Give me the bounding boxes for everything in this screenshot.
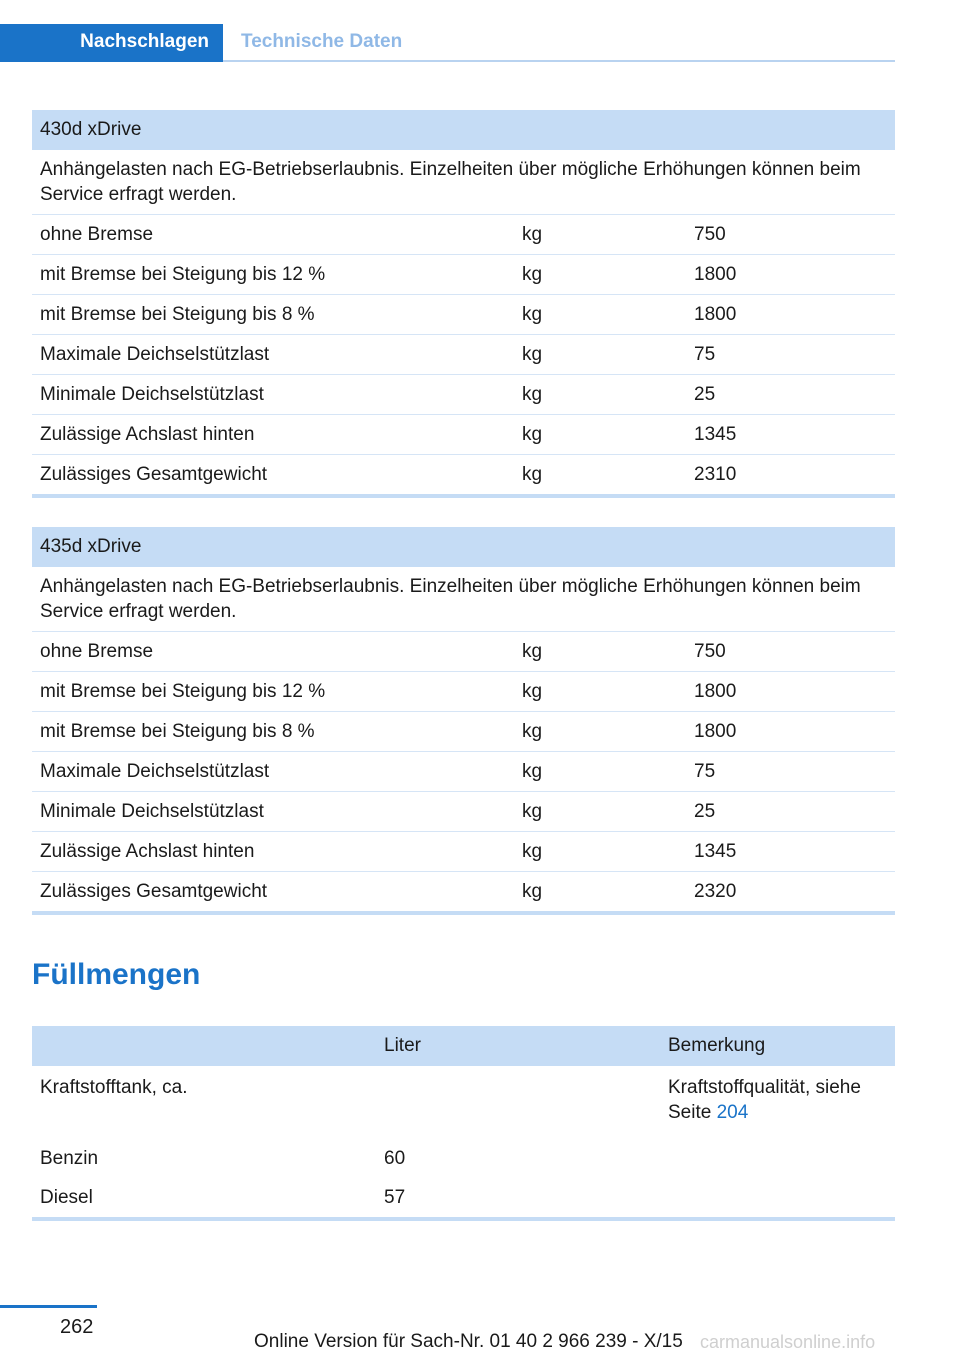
row-unit: kg <box>514 375 686 415</box>
row-label: ohne Bremse <box>32 215 514 255</box>
table-row <box>32 792 895 832</box>
row-remark: Kraftstoffqualität, siehe Seite 204 <box>668 1077 861 1123</box>
row-unit: kg <box>514 752 686 792</box>
row-value: 1345 <box>686 832 895 872</box>
table-row <box>32 752 895 792</box>
row-unit: kg <box>514 215 686 255</box>
table-description: Anhängelasten nach EG-Betriebserlaubnis. Einzelheiten über mögliche Erhöhungen können beim Service erfragt werden. <box>32 150 895 215</box>
row-unit: kg <box>514 832 686 872</box>
row-value: 25 <box>686 792 895 832</box>
row-value: 1800 <box>686 712 895 752</box>
row-value: 1800 <box>686 672 895 712</box>
row-value: 1345 <box>686 415 895 455</box>
table-row <box>32 295 895 335</box>
row-value: 75 <box>686 752 895 792</box>
row-value: 2320 <box>686 872 895 914</box>
table-row <box>32 255 895 295</box>
section-title-fuellmengen: Füllmengen <box>32 958 201 991</box>
row-value: 75 <box>686 335 895 375</box>
table-row <box>32 872 895 914</box>
row-unit: kg <box>514 632 686 672</box>
table-row <box>32 335 895 375</box>
page-number: 262 <box>60 1316 94 1338</box>
table-row <box>32 672 895 712</box>
table-row <box>32 455 895 497</box>
table-row <box>32 832 895 872</box>
row-label: Maximale Deichselstützlast <box>32 335 514 375</box>
table-title: 430d xDrive <box>32 110 895 150</box>
row-label: Maximale Deichselstützlast <box>32 752 514 792</box>
row-unit: kg <box>514 335 686 375</box>
row-label: Zulässige Achslast hinten <box>32 415 514 455</box>
row-value: 750 <box>686 215 895 255</box>
row-value: 57 <box>376 1178 660 1219</box>
row-unit: kg <box>514 712 686 752</box>
table-row <box>32 1139 895 1178</box>
row-label: mit Bremse bei Steigung bis 8 % <box>32 712 514 752</box>
row-value: 25 <box>686 375 895 415</box>
fill-table <box>32 1026 895 1221</box>
row-value: 2310 <box>686 455 895 497</box>
row-label: Zulässige Achslast hinten <box>32 832 514 872</box>
row-label: mit Bremse bei Steigung bis 8 % <box>32 295 514 335</box>
table-row <box>32 375 895 415</box>
row-value: 1800 <box>686 255 895 295</box>
table-row <box>32 415 895 455</box>
row-unit: kg <box>514 415 686 455</box>
page-header <box>0 24 895 62</box>
table-row <box>32 215 895 255</box>
row-unit: kg <box>514 455 686 497</box>
footer-divider <box>0 1305 97 1308</box>
row-label: Kraftstofftank, ca. <box>40 1077 188 1098</box>
row-unit: kg <box>514 255 686 295</box>
row-label: Zulässiges Gesamtgewicht <box>32 872 514 914</box>
col-header-liter: Liter <box>376 1026 660 1066</box>
spec-table-430d <box>32 110 895 498</box>
table-row <box>32 1066 895 1139</box>
page-link[interactable]: 204 <box>716 1102 749 1123</box>
row-value: 750 <box>686 632 895 672</box>
spec-table-435d <box>32 527 895 915</box>
table-description: Anhängelasten nach EG-Betriebserlaubnis. Einzelheiten über mögliche Erhöhungen können beim Service erfragt werden. <box>32 567 895 632</box>
row-label: ohne Bremse <box>32 632 514 672</box>
row-label: mit Bremse bei Steigung bis 12 % <box>32 672 514 712</box>
row-label: Minimale Deichselstützlast <box>32 375 514 415</box>
watermark: carmanualsonline.info <box>700 1332 876 1352</box>
col-header-empty <box>32 1026 376 1066</box>
footer-text: Online Version für Sach-Nr. 01 40 2 966 239 - X/15 <box>254 1331 683 1352</box>
row-label: Diesel <box>32 1178 376 1219</box>
row-label: mit Bremse bei Steigung bis 12 % <box>32 255 514 295</box>
table-row <box>32 1178 895 1219</box>
table-row <box>32 632 895 672</box>
col-header-remark: Bemerkung <box>660 1026 895 1066</box>
row-unit: kg <box>514 792 686 832</box>
header-divider <box>0 60 895 62</box>
row-label: Benzin <box>40 1147 99 1169</box>
table-row <box>32 712 895 752</box>
tab-technische-daten[interactable]: Technische Daten <box>241 31 403 52</box>
row-unit: kg <box>514 672 686 712</box>
row-label: Zulässiges Gesamtgewicht <box>32 455 514 497</box>
row-unit: kg <box>514 872 686 914</box>
row-value: 1800 <box>686 295 895 335</box>
row-unit: kg <box>514 295 686 335</box>
table-title: 435d xDrive <box>32 527 895 567</box>
row-value: 60 <box>384 1147 406 1169</box>
tab-nachschlagen[interactable]: Nachschlagen <box>0 24 223 60</box>
row-label: Minimale Deichselstützlast <box>32 792 514 832</box>
